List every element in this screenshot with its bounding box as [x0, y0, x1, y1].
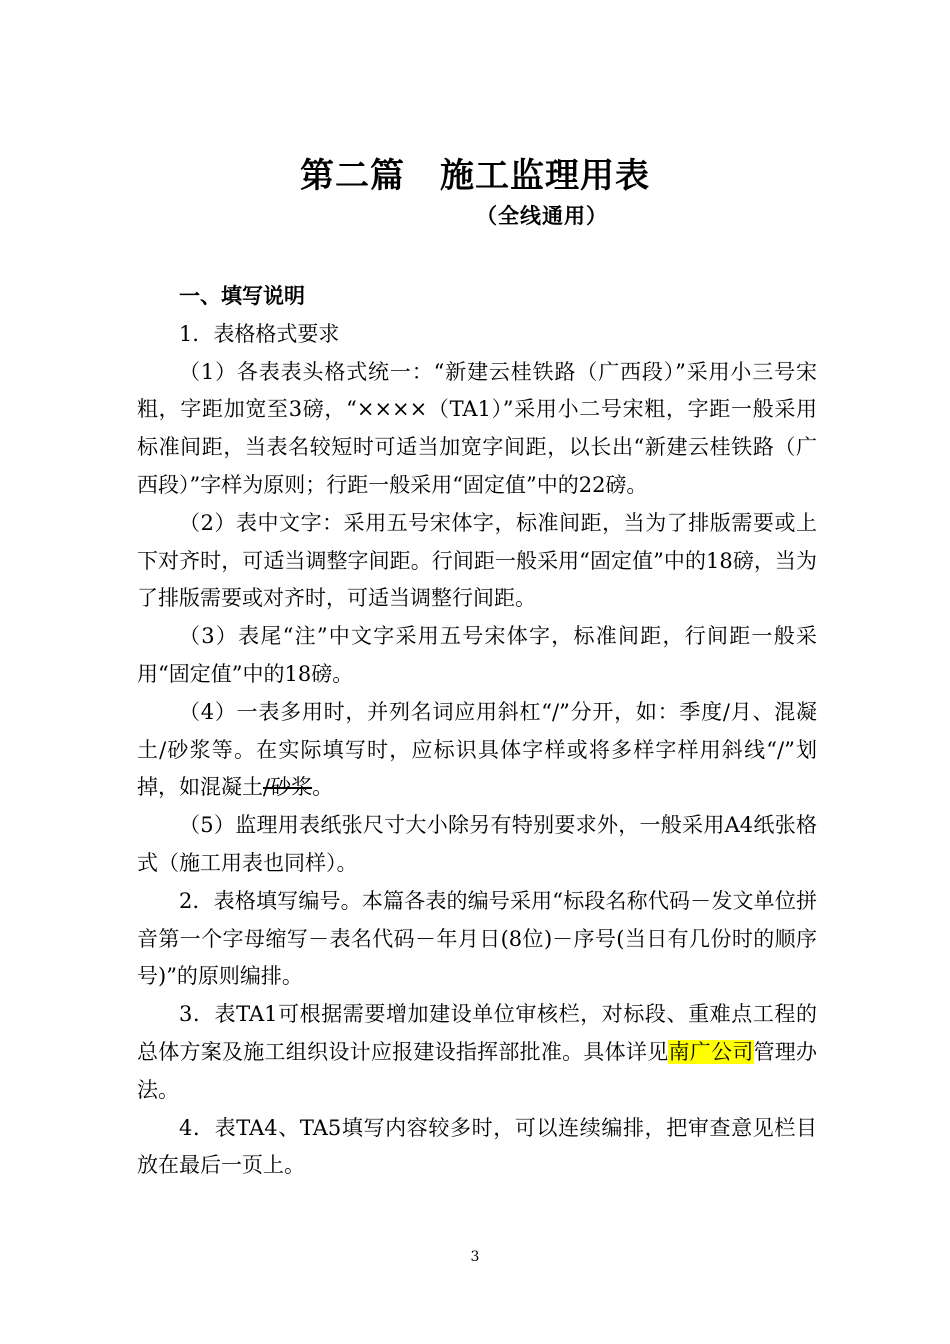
section-heading: 一、填写说明 — [179, 284, 305, 308]
item-1-heading: 1．表格格式要求 — [179, 321, 340, 346]
item-1-3-paragraph: （3）表尾“注”中文字采用五号宋体字，标准间距，行间距一般采用“固定值”中的18磅。 — [137, 624, 817, 686]
item-1-5-paragraph: （5）监理用表纸张尺寸大小除另有特别要求外，一般采用A4纸张格式（施工用表也同样）。 — [137, 813, 817, 875]
struck-example-text: /砂浆 — [263, 775, 313, 800]
item-1-4-paragraph — [137, 694, 817, 807]
item-1-4-end: 。 — [312, 775, 334, 800]
item-4-paragraph: 4．表TA4、TA5填写内容较多时，可以连续编排，把审查意见栏目放在最后一页上。 — [137, 1115, 817, 1178]
highlighted-company-name: 南广公司 — [668, 1039, 754, 1064]
item-1-4-text: （4）一表多用时，并列名词应用斜杠“/”分开，如：季度/月、混凝土/砂浆等。在实际填写时，应标识具体字样或将多样字样用斜线“/”划掉，如混凝土 — [137, 699, 817, 800]
item-3-text: 3．表TA1可根据需要增加建设单位审核栏，对标段、重难点工程的总体方案及施工组织设计应报建设指挥部批准。具体详见 — [137, 1002, 817, 1064]
item-1-1-paragraph: （1）各表表头格式统一：“新建云桂铁路（广西段）”采用小三号宋粗，字距加宽至3磅，“××××（TA1）”采用小二号宋粗，字距一般采用标准间距，当表名较短时可适当加宽字间距，以长出“新建云桂铁路（广西段）”字样为原则；行距一般采用“固定值”中的22磅。 — [137, 359, 817, 497]
page-subtitle: （全线通用） — [476, 204, 608, 228]
item-1-2-paragraph: （2）表中文字：采用五号宋体字，标准间距，当为了排版需要或上下对齐时，可适当调整字间距。行间距一般采用“固定值”中的18磅，当为了排版需要或对齐时，可适当调整行间距。 — [137, 510, 817, 611]
item-3-end: 管理办法。 — [137, 1039, 818, 1102]
page-number: 3 — [470, 1249, 480, 1265]
page-title: 第二篇 施工监理用表 — [300, 156, 650, 196]
item-3-paragraph — [137, 996, 817, 1109]
item-2-paragraph: 2．表格填写编号。本篇各表的编号采用“标段名称代码－发文单位拼音第一个字母缩写－表名代码－年月日(8位)－序号(当日有几份时的顺序号)”的原则编排。 — [137, 888, 817, 989]
document-body — [137, 278, 817, 1185]
